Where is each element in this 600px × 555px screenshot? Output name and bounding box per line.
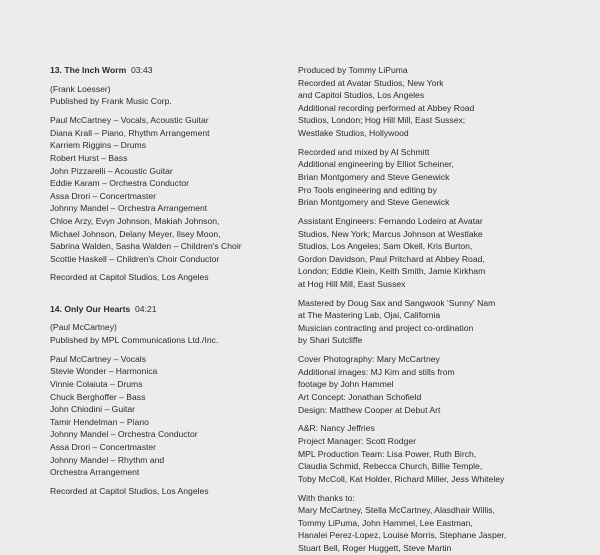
artwork-line: footage by John Hammel [298,379,394,390]
track-14-heading [50,303,285,316]
management-line: Claudia Schmid, Rebecca Church, Billie Temple, [298,461,483,472]
credit-line: Stevie Wonder – Harmonica [50,366,158,377]
track-13-publisher: Published by Frank Music Corp. [50,96,172,107]
thanks-line: Stuart Bell, Roger Huggett, Steve Martin [298,542,452,553]
mixing-line: Brian Montgomery and Steve Genewick [298,197,450,208]
mixing-line: Recorded and mixed by Al Schmitt [298,146,430,157]
credit-line: Assa Drori – Concertmaster [50,190,157,201]
credit-line: Scottie Haskell – Children's Choir Conductor [50,253,220,264]
assistant-line: Studios, Los Angeles; Sam Okell, Kris Burton, [298,241,473,252]
track-14-title: 14. Only Our Hearts [50,303,131,314]
mastering-line: Musician contracting and project co-ordination [298,322,474,333]
production-line: Studios, London; Hog Hill Mill, East Sussex; [298,115,466,126]
credit-line: Chuck Berghoffer – Bass [50,391,146,402]
credit-line: Eddie Karam – Orchestra Conductor [50,178,189,189]
thanks-line: Hanalei Perez-Lopez, Louise Morris, Stephane Jasper, [298,530,507,541]
management-line: MPL Production Team: Lisa Power, Ruth Birch, [298,448,477,459]
thanks-credits [298,492,580,555]
assistant-line: Gordon Davidson, Paul Pritchard at Abbey Road, [298,253,485,264]
track-13-heading [50,64,285,77]
mixing-line: Pro Tools engineering and editing by [298,184,437,195]
credit-line: Tamir Hendelman – Piano [50,416,149,427]
assistant-line: at Hog Hill Mill, East Sussex [298,278,406,289]
track-13-duration: 03:43 [131,65,153,75]
credit-line: Orchestra Arrangement [50,467,140,478]
production-line: Additional recording performed at Abbey Road [298,102,475,113]
assistant-line: London; Eddie Klein, Keith Smith, Jamie Kirkham [298,266,486,277]
left-column [50,64,285,498]
credit-line: Johnny Mandel – Orchestra Arrangement [50,203,208,214]
management-line: A&R: Nancy Jeffries [298,423,375,434]
thanks-line: Mary McCartney, Stella McCartney, Alasdhair Willis, [298,505,495,516]
thanks-line: Tommy LiPuma, John Hammel, Lee Eastman, [298,517,473,528]
credit-line: Karriem Riggins – Drums [50,140,146,151]
track-14-writer: (Paul McCartney) [50,322,117,333]
management-credits [298,422,580,485]
track-13-title: 13. The Inch Worm [50,65,127,75]
management-line: Toby McColl, Kat Holder, Richard Miller, Jess Whiteley [298,473,505,484]
credit-line: Sabrina Walden, Sasha Walden – Children's Choir [50,241,242,252]
artwork-credits [298,353,580,416]
credit-line: Diana Krall – Piano, Rhythm Arrangement [50,127,210,138]
right-column [298,64,580,555]
track-14-duration: 04:21 [135,303,157,314]
management-line: Project Manager: Scott Rodger [298,435,416,446]
mixing-line: Brian Montgomery and Steve Genewick [298,171,450,182]
track-14-recorded: Recorded at Capitol Studios, Los Angeles [50,485,209,496]
mastering-line: at The Mastering Lab, Ojai, California [298,310,441,321]
thanks-heading: With thanks to: [298,492,355,503]
production-line: Produced by Tommy LiPuma [298,65,408,75]
credit-line: Paul McCartney – Vocals, Acoustic Guitar [50,115,209,126]
mastering-line: Mastered by Doug Sax and Sangwook 'Sunny' Nam [298,297,496,308]
track-13-recorded: Recorded at Capitol Studios, Los Angeles [50,272,209,283]
credit-line: Vinnie Colaiuta – Drums [50,378,143,389]
assistant-line: Studios, New York; Marcus Johnson at Westlake [298,228,483,239]
track-13-writer: (Frank Loesser) [50,83,111,94]
track-14-publisher: Published by MPL Communications Ltd./Inc. [50,335,219,345]
mixing-credits [298,146,580,209]
artwork-line: Cover Photography: Mary McCartney [298,354,440,365]
mixing-line: Additional engineering by Elliot Scheiner, [298,159,454,170]
credit-line: Chloe Arzy, Evyn Johnson, Makiah Johnson, [50,215,220,226]
assistant-line: Assistant Engineers: Fernando Lodeiro at Avatar [298,215,483,226]
production-line: and Capitol Studios, Los Angeles [298,90,425,101]
production-credits [298,64,580,140]
credit-line: Johnny Mandel – Rhythm and [50,454,165,465]
production-line: Westlake Studios, Hollywood [298,127,409,138]
assistant-engineer-credits [298,215,580,291]
track-14-credits [50,353,285,479]
credit-line: Paul McCartney – Vocals [50,353,147,364]
credit-line: Johnny Mandel – Orchestra Conductor [50,429,198,440]
credit-line: Assa Drori – Concertmaster [50,441,157,452]
credit-line: Michael Johnson, Delany Meyer, Ilsey Moon, [50,228,221,239]
artwork-line: Design: Matthew Cooper at Debut Art [298,404,441,415]
credit-line: John Pizzarelli – Acoustic Guitar [50,165,173,176]
credit-line: Robert Hurst – Bass [50,152,128,163]
credit-line: John Chiodini – Guitar [50,404,136,415]
mastering-line: by Shari Sutcliffe [298,335,363,346]
artwork-line: Additional images: MJ Kim and stills from [298,366,455,377]
mastering-credits [298,297,580,347]
artwork-line: Art Concept: Jonathan Schofield [298,392,422,402]
track-13-credits [50,114,285,265]
production-line: Recorded at Avatar Studios, New York [298,77,444,88]
